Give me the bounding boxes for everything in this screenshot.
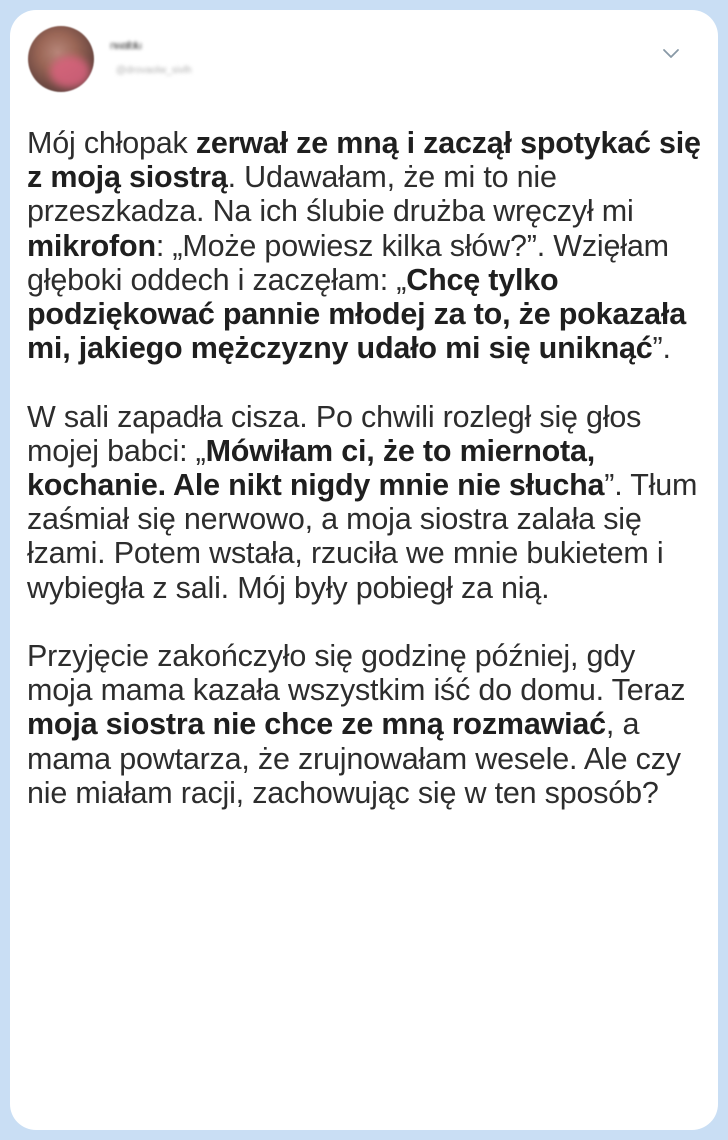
chevron-down-icon[interactable] [662, 46, 680, 60]
text-span: , a mama powtarza, że zrujnowałam wesele. Ale czy nie miałam racji, zachowując się w ten sposób? [27, 707, 681, 810]
avatar-photo-detail [50, 56, 90, 88]
tweet-paragraph [27, 126, 707, 365]
tweet-card [10, 10, 718, 1130]
bold-text: Mówiłam ci, że to miernota, kochanie. Ale nikt nigdy mnie nie słucha [27, 433, 605, 503]
tweet-text [27, 126, 707, 810]
text-span: ”. Tłum zaśmiał się nerwowo, a moja siostra zalała się łzami. Potem wstała, rzuciła we mnie bukietem i wybiegła z sali. Mój były pobiegł za nią. [27, 468, 698, 605]
bold-text: moja siostra nie chce ze mną rozmawiać [27, 707, 606, 742]
bold-text: Chcę tylko podziękować pannie młodej za to, że pokazała mi, jakiego mężczyzny udało mi się uniknąć [27, 262, 686, 366]
author-handle: @drovaolw_sivlh [116, 65, 192, 76]
text-span: Przyjęcie zakończyło się godzinę później, gdy moja mama kazała wszystkim iść do domu. Teraz [27, 639, 686, 708]
author-name[interactable]: nwafolu [110, 40, 141, 52]
avatar[interactable] [28, 26, 94, 92]
bold-text: zerwał ze mną i zaczął spotykać się z moją siostrą [27, 126, 701, 195]
tweet-paragraph [27, 400, 707, 605]
bold-text: mikrofon [27, 228, 156, 263]
text-span: ”. [652, 331, 671, 366]
text-span: Mój chłopak [27, 126, 196, 160]
text-span: W sali zapadła cisza. Po chwili rozległ się głos mojej babci: „ [27, 399, 642, 468]
tweet-paragraph [27, 639, 707, 810]
text-span: : „Może powiesz kilka słów?”. Wzięłam głęboki oddech i zaczęłam: „ [27, 228, 669, 297]
text-span: . Udawałam, że mi to nie przeszkadza. Na ich ślubie drużba wręczył mi [27, 160, 634, 229]
